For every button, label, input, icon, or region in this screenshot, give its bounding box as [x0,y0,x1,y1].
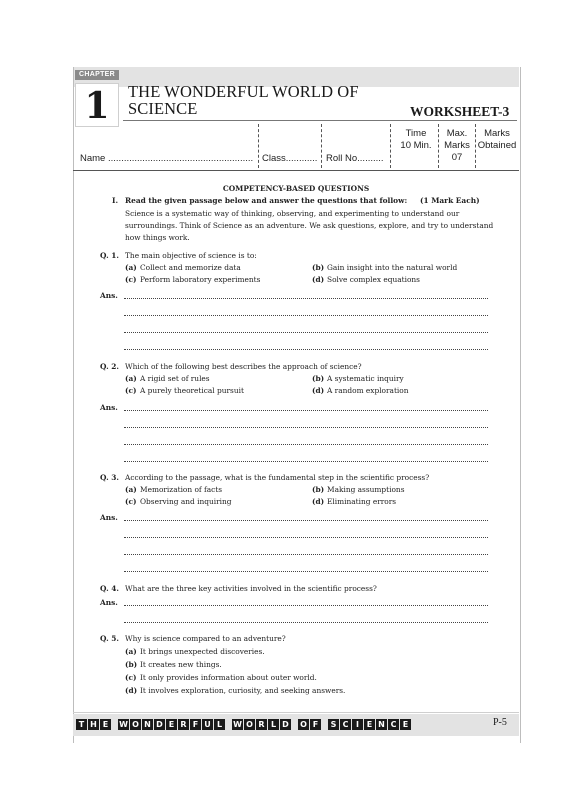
footer-letter: R [256,719,267,730]
option-key: (a) [125,374,137,383]
question-number: Q. 2. [100,362,119,371]
time-value: 10 Min. [400,140,432,151]
option-text[interactable]: It only provides information about outer world. [140,673,317,682]
footer-letter: H [88,719,99,730]
answer-line[interactable] [124,622,488,623]
answer-label: Ans. [100,403,118,412]
option-text[interactable]: It brings unexpected discoveries. [140,647,265,656]
passage-line: surroundings. Think of Science as an adventure. We ask questions, explore, and try to understand [125,221,494,230]
answer-label: Ans. [100,513,118,522]
footer-letter: W [233,720,242,729]
answer-line[interactable] [124,349,488,350]
option-text[interactable]: A random exploration [327,386,409,395]
instruction-number: I. [112,196,119,205]
question-text: What are the three key activities involved in the scientific process? [125,584,377,593]
divider [390,124,391,168]
footer-letter: F [190,719,201,730]
footer-letter: T [76,719,87,730]
footer-letter: F [310,719,321,730]
answer-line[interactable] [124,427,488,428]
option-key: (c) [125,497,137,506]
option-text[interactable]: Making assumptions [327,485,405,494]
max-marks-label: Max. [446,128,468,139]
answer-label: Ans. [100,598,118,607]
max-marks-label2: Marks [444,140,470,151]
footer-letter: S [328,719,339,730]
question-number: Q. 1. [100,251,119,260]
question-number: Q. 4. [100,584,119,593]
title-rule [123,120,517,121]
option-text[interactable]: Observing and inquiring [140,497,232,506]
footer-letter: I [352,719,363,730]
option-key: (d) [312,497,325,506]
question-text: Which of the following best describes the approach of science? [125,362,362,371]
footer-letter: L [214,719,225,730]
chapter-number: 1 [84,85,110,127]
footer-letter: L [268,719,279,730]
divider [438,124,439,168]
roll-number-field[interactable]: Roll No.......... [326,153,384,164]
option-text[interactable]: It involves exploration, curiosity, and seeking answers. [140,686,346,695]
footer-letter: N [376,719,387,730]
footer-word [298,719,321,730]
option-key: (b) [312,374,325,383]
class-field[interactable]: Class............ [262,153,318,164]
footer-word [328,719,411,730]
option-text[interactable]: A rigid set of rules [140,374,210,383]
header-rule [73,170,519,171]
option-key: (d) [125,686,138,695]
option-key: (b) [312,485,325,494]
option-key: (d) [312,275,325,284]
section-title: COMPETENCY-BASED QUESTIONS [222,184,370,193]
chapter-title [128,83,359,117]
option-key: (b) [312,263,325,272]
question-text: Why is science compared to an adventure? [125,634,286,643]
chapter-label: CHAPTER [75,70,119,80]
question-number: Q. 3. [100,473,119,482]
option-key: (b) [125,660,138,669]
option-key: (c) [125,275,137,284]
footer-letter: W [119,720,128,729]
question-number: Q. 5. [100,634,119,643]
footer-letter: O [298,719,309,730]
option-text[interactable]: Memorization of facts [140,485,223,494]
answer-label: Ans. [100,291,118,300]
footer-letter: E [364,719,375,730]
chapter-title-line1: THE WONDERFUL WORLD OF [128,82,359,101]
footer-letter: E [166,719,177,730]
instruction-text: Read the given passage below and answer the questions that follow: [125,196,408,205]
question-text: According to the passage, what is the fundamental step in the scientific process? [125,473,430,482]
footer-letter: E [400,719,411,730]
chapter-title-line2: SCIENCE [128,99,198,118]
footer-letter: D [154,719,165,730]
option-key: (d) [312,386,325,395]
footer-letter: C [340,719,351,730]
option-text[interactable]: A systematic inquiry [327,374,404,383]
option-key: (a) [125,647,137,656]
answer-line[interactable] [124,298,488,299]
question-text: The main objective of science is to: [125,251,257,260]
answer-line[interactable] [124,332,488,333]
answer-line[interactable] [124,520,488,521]
footer-letter: R [178,719,189,730]
footer-word [76,719,111,730]
divider [258,124,259,168]
answer-line[interactable] [124,410,488,411]
page-number: P-5 [493,717,507,728]
answer-line[interactable] [124,605,488,606]
answer-line[interactable] [124,571,488,572]
marks-obtained-label: Marks [484,128,510,139]
option-text[interactable]: It creates new things. [140,660,222,669]
footer-letter: N [142,719,153,730]
divider [321,124,322,168]
option-key: (c) [125,673,137,682]
option-text[interactable]: Perform laboratory experiments [140,275,261,284]
option-key: (a) [125,485,137,494]
footer-title [76,719,411,730]
option-key: (a) [125,263,137,272]
footer-letter: C [388,719,399,730]
answer-line[interactable] [124,444,488,445]
footer-letter: D [280,719,291,730]
time-label: Time [405,128,427,139]
footer-letter: O [244,719,255,730]
name-field[interactable]: Name ....................................................... [80,153,254,164]
answer-line[interactable] [124,537,488,538]
footer-word [118,719,225,730]
instruction-marks: (1 Mark Each) [420,196,480,205]
option-text[interactable]: Gain insight into the natural world [327,263,458,272]
option-text[interactable]: Eliminating errors [327,497,397,506]
option-text[interactable]: A purely theoretical pursuit [140,386,244,395]
option-text[interactable]: Solve complex equations [327,275,420,284]
option-key: (c) [125,386,137,395]
footer-letter: U [202,719,213,730]
answer-line[interactable] [124,554,488,555]
footer-letter: O [130,719,141,730]
answer-line[interactable] [124,461,488,462]
footer-letter: E [100,719,111,730]
marks-obtained-label2: Obtained [477,140,517,151]
footer-rule [73,712,519,713]
worksheet-label: WORKSHEET-3 [410,104,510,119]
option-text[interactable]: Collect and memorize data [140,263,241,272]
passage-line: Science is a systematic way of thinking, observing, and experimenting to understand our [125,209,460,218]
footer-word [232,719,291,730]
passage-line: how things work. [125,233,190,242]
max-marks-value: 07 [451,152,463,163]
answer-line[interactable] [124,315,488,316]
